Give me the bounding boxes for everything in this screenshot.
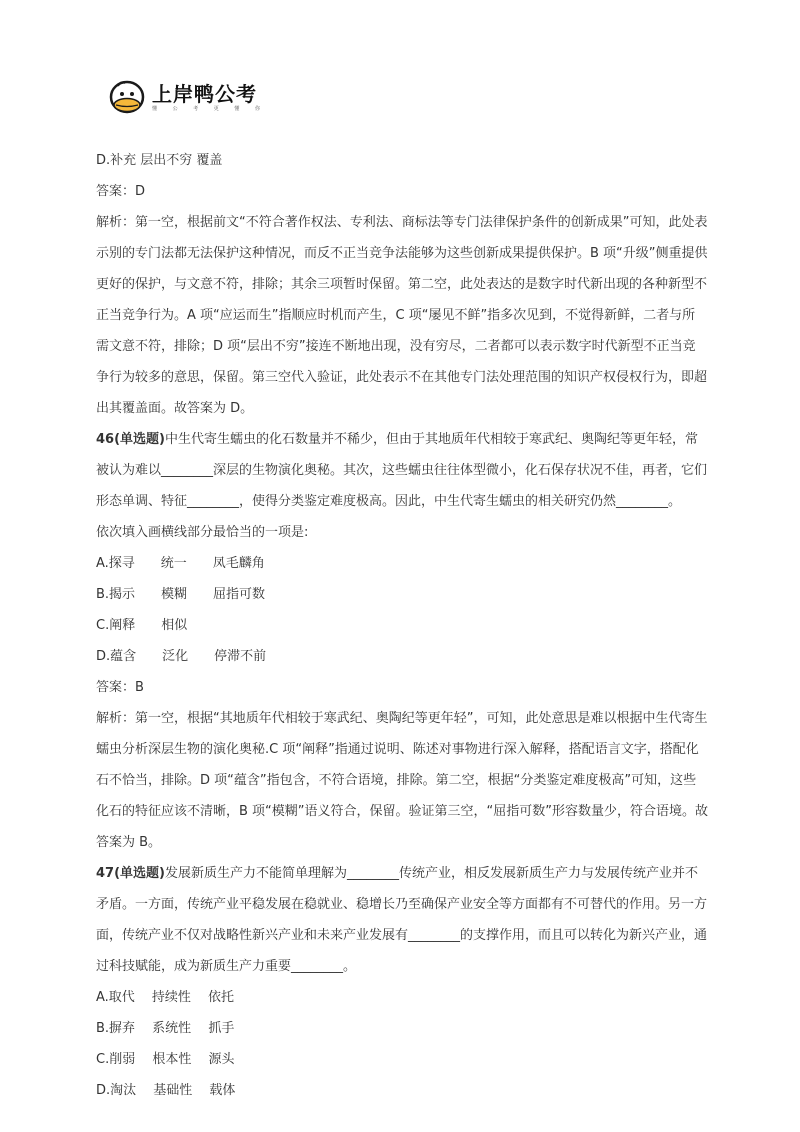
question-47	[96, 858, 708, 982]
question-46	[96, 424, 708, 517]
question-47-stem: 发展新质生产力不能简单理解为________传统产业，相反发展新质生产力与发展传统产业并不矛盾。一方面，传统产业平稳发展在稳就业、稳增长乃至确保产业安全等方面都有不可替代的作用。另一方面，传统产业不仅对战略性新兴产业和未来产业发展有________的支撑作用，而且可以转化为新兴产业，通过科技赋能，成为新质生产力重要________。	[96, 866, 708, 974]
q47-option-c: C.削弱 根本性 源头	[96, 1052, 235, 1067]
prev-answer: 答案：D	[96, 184, 146, 199]
q47-option-a: A.取代 持续性 依托	[96, 990, 235, 1005]
question-46-prompt: 依次填入画横线部分最恰当的一项是:	[96, 525, 309, 540]
duck-logo-icon	[108, 78, 148, 118]
question-46-number: 46(单选题)	[96, 432, 165, 447]
q46-option-a: A.探寻 统一 凤毛麟角	[96, 556, 265, 571]
prev-analysis: 解析：第一空，根据前文“不符合著作权法、专利法、商标法等专门法律保护条件的创新成果”可知，此处表示别的专门法都无法保护这种情况，而反不正当竞争法能够为这些创新成果提供保护。B 项“升级”侧重提供更好的保护，与文意不符，排除；其余三项暂时保留。第二空，此处表达的是数字时代新出现的各种新型不正当竞争行为。A 项“应运而生”指顺应时机而产生，C 项“屡见不鲜”指多次见到，不觉得新鲜，二者与所需文意不符，排除；D 项“层出不穷”接连不断地出现，没有穷尽，二者都可以表示数字时代新型不正当竞争行为较多的意思，保留。第三空代入验证，此处表示不在其他专门法处理范围的知识产权侵权行为，即超出其覆盖面。故答案为 D。	[96, 215, 708, 416]
q47-option-b: B.摒弃 系统性 抓手	[96, 1021, 235, 1036]
question-47-number: 47(单选题)	[96, 866, 165, 881]
document-body	[96, 145, 708, 1106]
prev-option-d: D.补充 层出不穷 覆盖	[96, 153, 223, 168]
brand-logo	[108, 78, 267, 118]
q46-option-b: B.揭示 模糊 屈指可数	[96, 587, 266, 602]
q46-analysis: 解析：第一空，根据“其地质年代相较于寒武纪、奥陶纪等更年轻”，可知，此处意思是难以根据中生代寄生蠕虫分析深层生物的演化奥秘.C 项“阐释”指通过说明、陈述对事物进行深入解释，搭配语言文字，搭配化石不恰当，排除。D 项“蕴含”指包含，不符合语境，排除。第二空，根据“分类鉴定难度极高”可知，这些化石的特征应该不清晰，B 项“模糊”语义符合，保留。验证第三空，“屈指可数”形容数量少，符合语境。故答案为 B。	[96, 711, 708, 850]
question-46-stem: 中生代寄生蠕虫的化石数量并不稀少，但由于其地质年代相较于寒武纪、奥陶纪等更年轻，常被认为难以________深层的生物演化奥秘。其次，这些蠕虫往往体型微小，化石保存状况不佳，再者，它们形态单调、特征________，使得分类鉴定难度极高。因此，中生代寄生蠕虫的相关研究仍然________。	[96, 432, 708, 509]
q47-option-d: D.淘汰 基础性 载体	[96, 1083, 236, 1098]
q46-answer: 答案：B	[96, 680, 144, 695]
brand-name: 上岸鸭公考	[152, 82, 257, 106]
brand-slogan: 懂 公 考 更 懂 你	[152, 106, 267, 112]
q46-option-d: D.蕴含 泛化 停滞不前	[96, 649, 267, 664]
q46-option-c: C.阐释 相似	[96, 618, 188, 633]
